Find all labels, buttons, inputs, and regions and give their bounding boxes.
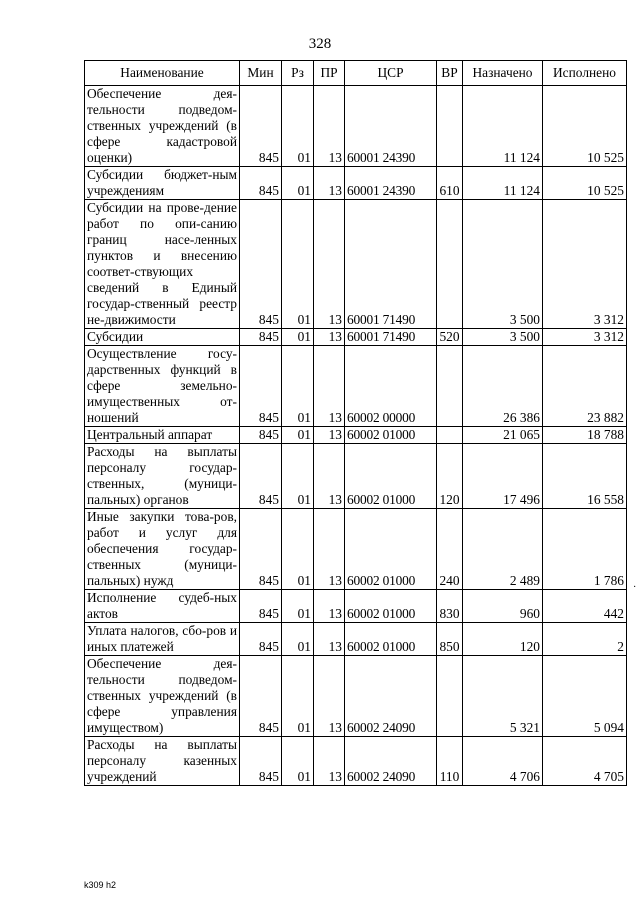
cell-vr: 830 [437,590,463,623]
cell-name: Обеспечение дея-тельности подведом-ственных учреждений (в сфере управления имуществом) [85,656,240,737]
header-vr: ВР [437,61,463,86]
table-row [85,167,627,200]
cell-executed: 3 312 [543,329,627,346]
cell-rz: 01 [282,656,314,737]
cell-assigned: 26 386 [463,346,543,427]
cell-rz: 01 [282,623,314,656]
table-row [85,656,627,737]
cell-vr: 850 [437,623,463,656]
cell-csr: 60002 00000 [345,346,437,427]
cell-assigned: 21 065 [463,427,543,444]
cell-name: Осуществление госу-дарственных функций в сфере земельно-имущественных от-ношений [85,346,240,427]
cell-assigned: 4 706 [463,737,543,786]
cell-executed: 4 705 [543,737,627,786]
cell-executed: 2 [543,623,627,656]
cell-pr: 13 [314,656,345,737]
cell-vr: 610 [437,167,463,200]
table-row [85,590,627,623]
cell-assigned: 3 500 [463,200,543,329]
cell-min: 845 [240,200,282,329]
cell-min: 845 [240,590,282,623]
cell-name: Расходы на выплаты персоналу государ-ственных, (муници-пальных) органов [85,444,240,509]
cell-pr: 13 [314,509,345,590]
cell-rz: 01 [282,737,314,786]
cell-vr: 120 [437,444,463,509]
cell-pr: 13 [314,200,345,329]
cell-csr: 60002 24090 [345,737,437,786]
cell-csr: 60002 01000 [345,427,437,444]
budget-table [84,60,627,786]
header-csr: ЦСР [345,61,437,86]
cell-pr: 13 [314,444,345,509]
cell-min: 845 [240,329,282,346]
cell-name: Субсидии бюджет-ным учреждениям [85,167,240,200]
cell-name: Уплата налогов, сбо-ров и иных платежей [85,623,240,656]
cell-name: Иные закупки това-ров, работ и услуг для обеспечения государ-ственных (муници-пальных) нужд [85,509,240,590]
cell-executed: 18 788 [543,427,627,444]
cell-vr: 240 [437,509,463,590]
cell-executed: 5 094 [543,656,627,737]
cell-vr [437,200,463,329]
cell-min: 845 [240,656,282,737]
header-name: Наименование [85,61,240,86]
table-row [85,86,627,167]
cell-rz: 01 [282,346,314,427]
cell-csr: 60002 01000 [345,444,437,509]
table-row [85,509,627,590]
cell-name: Субсидии [85,329,240,346]
page-number: 328 [308,36,332,52]
cell-csr: 60002 01000 [345,623,437,656]
cell-assigned: 960 [463,590,543,623]
cell-assigned: 2 489 [463,509,543,590]
cell-name: Расходы на выплаты персоналу казенных учреждений [85,737,240,786]
cell-assigned: 5 321 [463,656,543,737]
header-executed: Исполнено [543,61,627,86]
cell-min: 845 [240,86,282,167]
table-row [85,200,627,329]
table-row [85,346,627,427]
cell-rz: 01 [282,590,314,623]
cell-rz: 01 [282,329,314,346]
cell-executed: 10 525 [543,86,627,167]
cell-csr: 60002 01000 [345,509,437,590]
cell-rz: 01 [282,427,314,444]
cell-min: 845 [240,346,282,427]
cell-csr: 60001 24390 [345,167,437,200]
cell-vr [437,86,463,167]
cell-csr: 60002 24090 [345,656,437,737]
cell-min: 845 [240,427,282,444]
cell-pr: 13 [314,329,345,346]
cell-rz: 01 [282,167,314,200]
table-row [85,623,627,656]
cell-vr: 110 [437,737,463,786]
cell-assigned: 17 496 [463,444,543,509]
cell-assigned: 120 [463,623,543,656]
cell-name: Исполнение судеб-ных актов [85,590,240,623]
cell-csr: 60001 71490 [345,200,437,329]
cell-pr: 13 [314,590,345,623]
scan-mark: · [633,582,637,593]
cell-executed: 3 312 [543,200,627,329]
cell-pr: 13 [314,737,345,786]
cell-vr [437,656,463,737]
cell-pr: 13 [314,86,345,167]
cell-min: 845 [240,167,282,200]
cell-vr: 520 [437,329,463,346]
cell-rz: 01 [282,86,314,167]
cell-csr: 60001 71490 [345,329,437,346]
cell-pr: 13 [314,623,345,656]
header-rz: Рз [282,61,314,86]
cell-name: Субсидии на прове-дение работ по опи-санию границ насе-ленных пунктов и внесению соответ-ствующих сведений в Единый государ-ственный реестр не-движимости [85,200,240,329]
cell-rz: 01 [282,444,314,509]
cell-rz: 01 [282,200,314,329]
cell-assigned: 11 124 [463,167,543,200]
cell-min: 845 [240,623,282,656]
header-row [85,61,627,86]
cell-executed: 16 558 [543,444,627,509]
cell-name: Центральный аппарат [85,427,240,444]
cell-csr: 60001 24390 [345,86,437,167]
table-row [85,427,627,444]
cell-min: 845 [240,737,282,786]
cell-assigned: 11 124 [463,86,543,167]
cell-executed: 442 [543,590,627,623]
cell-pr: 13 [314,427,345,444]
cell-vr [437,427,463,444]
table-header [85,61,627,86]
cell-vr [437,346,463,427]
cell-executed: 1 786 [543,509,627,590]
table-body [85,86,627,786]
header-min: Мин [240,61,282,86]
footer-code: k309 h2 [84,880,117,890]
cell-pr: 13 [314,167,345,200]
table-row [85,329,627,346]
header-pr: ПР [314,61,345,86]
cell-executed: 10 525 [543,167,627,200]
cell-min: 845 [240,444,282,509]
cell-name: Обеспечение дея-тельности подведом-ственных учреждений (в сфере кадастровой оценки) [85,86,240,167]
cell-csr: 60002 01000 [345,590,437,623]
cell-rz: 01 [282,509,314,590]
table-row [85,737,627,786]
table-row [85,444,627,509]
cell-pr: 13 [314,346,345,427]
header-assigned: Назначено [463,61,543,86]
cell-executed: 23 882 [543,346,627,427]
cell-assigned: 3 500 [463,329,543,346]
cell-min: 845 [240,509,282,590]
